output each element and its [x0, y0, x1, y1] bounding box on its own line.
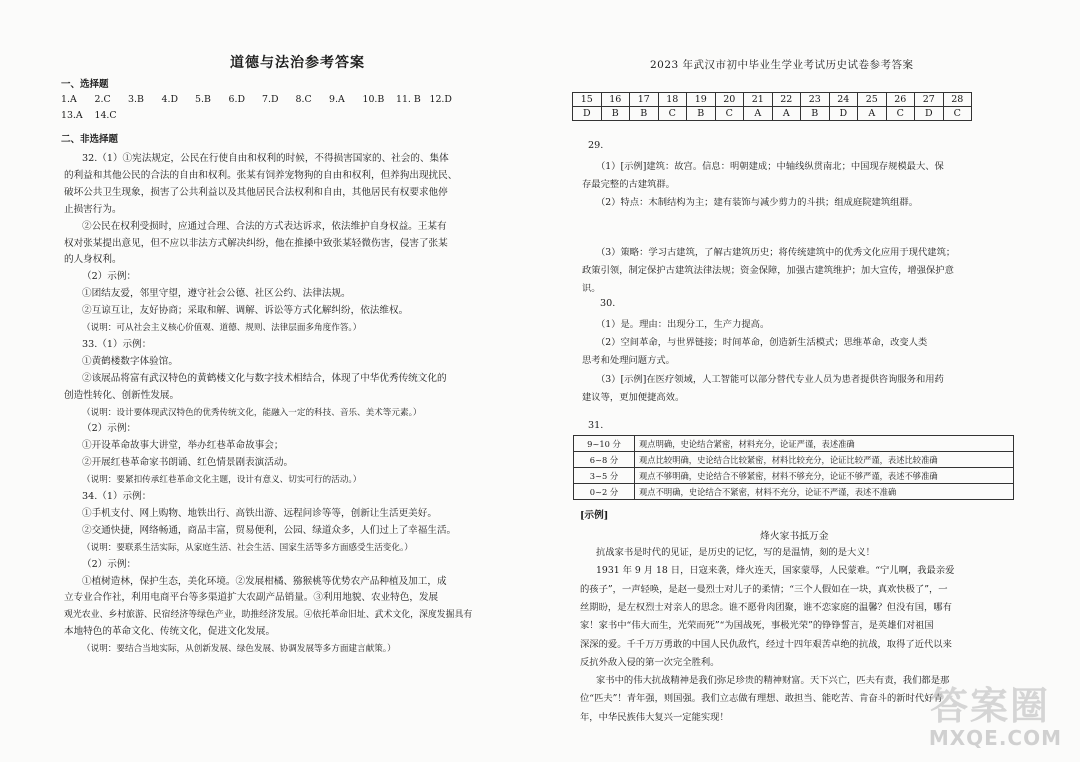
left-answer-line: （2）示例： [82, 271, 137, 283]
choice-answer: 14.C [94, 110, 117, 121]
q30-line: （2）空间革命，与世界链接；时间革命，创造新生活模式；思维革命，改变人类 [596, 337, 928, 348]
grid-answer: B [801, 107, 830, 121]
grid-question-number: 16 [601, 93, 630, 107]
rubric-row [574, 452, 1014, 468]
rubric-criteria: 观点不明确，史论结合不紧密，材料不充分，论证不严谨，表述不准确 [635, 484, 1014, 500]
choice-answer: 4.D [161, 94, 178, 105]
essay-line: 丝期盼，是左权烈士对亲人的思念。谁不愿骨肉团聚，谁不恋家庭的温馨？但没有国，哪有 [580, 601, 952, 613]
choice-answer: 1.A [61, 94, 77, 105]
q30-line: （3）[示例]在医疗领域，人工智能可以部分替代专业人员为患者提供咨询服务和用药 [596, 374, 944, 385]
left-answer-line: （说明：要结合当地实际，从创新发展、绿色发展、协调发展等多方面建言献策。） [82, 644, 396, 655]
right-page-title: 2023 年武汉市初中毕业生学业考试历史试卷参考答案 [650, 59, 914, 71]
left-answer-line: 33.（1）示例： [82, 338, 152, 350]
watermark [870, 682, 1080, 762]
choice-answer: 7.D [262, 94, 279, 105]
left-answer-line: ②交通快捷，网络畅通，商品丰富，贸易便利，公园、绿道众多，人们过上了幸福生活。 [82, 524, 457, 536]
left-answer-line: （说明：可从社会主义核心价值观、道德、规则、法律层面多角度作答。） [82, 323, 362, 333]
essay-line: 位“匹夫”！青年强，则国强。我们立志做有理想、敢担当、能吃苦、肯奋斗的新时代好青 [580, 693, 943, 705]
watermark-url: MXQE.COM [928, 726, 1062, 750]
q30-line: （1）是。理由：出现分工，生产力提高。 [596, 319, 770, 330]
essay-line: 1931 年 9 月 18 日，日寇来袭，烽火连天，国家蒙辱，人民蒙难。“宁儿啊，我最亲爱 [596, 565, 955, 577]
grid-answer: A [858, 107, 887, 121]
example-label: [示例] [580, 510, 609, 521]
grid-question-number: 20 [715, 93, 744, 107]
grid-answer: A [772, 107, 801, 121]
grid-answer: B [687, 107, 716, 121]
choice-answer-grid [572, 92, 972, 121]
grid-question-number: 15 [573, 93, 602, 107]
section-choice-heading: 一、选择题 [61, 79, 109, 90]
choice-answer: 12.D [429, 94, 452, 105]
q30-number: 30. [600, 298, 616, 309]
grid-question-number: 22 [772, 93, 801, 107]
left-answer-line: 的人身权利。 [64, 254, 122, 266]
q29-line: （2）特点：木制结构为主；建有装饰与减少剪力的斗拱；组成庭院建筑组群。 [596, 197, 919, 208]
rubric-criteria: 观点不够明确，史论结合不够紧密，材料不够充分，论证不够严谨，表述不够准确 [635, 468, 1014, 484]
choice-answer: 3.B [128, 94, 144, 105]
essay-line: 家！家书中“伟大而生，光荣而死”“为国战死，事极光荣”的铮铮誓言，是英雄们对祖国 [580, 620, 934, 632]
left-answer-line: ①开设革命故事大讲堂，举办红巷革命故事会； [82, 440, 284, 452]
left-answer-line: ①黄鹤楼数字体验馆。 [82, 355, 178, 367]
essay-line: 的孩子”，一声轻唤，是赵一曼烈士对儿子的柔情；“三个人假如在一块，真欢快极了”，一 [580, 583, 948, 595]
left-answer-line: 34.（1）示例： [82, 491, 152, 502]
essay-line: 深深的爱。千千万万勇敢的中国人民仇敌忾，经过十四年艰苦卓绝的抗战，取得了近代以来 [580, 638, 952, 650]
left-answer-line: ①植树造林，保护生态，美化环境。②发展柑橘、猕猴桃等优势农产品种植及加工，成 [82, 575, 447, 587]
left-answer-line: 破坏公共卫生现象，损害了公共利益以及其他居民合法权利和自由，其他居民有权要求他停 [64, 186, 448, 198]
grid-answer: D [915, 107, 944, 121]
rubric-score: 9~10 分 [574, 436, 635, 452]
q30-line: 建议等，更加便捷高效。 [582, 392, 685, 403]
section-nonchoice-heading: 二、非选择题 [61, 134, 119, 145]
choice-answers-row-2 [61, 110, 128, 121]
left-answer-line: 权对张某提出意见，但不应以非法方式解决纠纷，他在推搡中致张某轻微伤害，侵害了张某 [64, 237, 448, 249]
grid-answer: A [744, 107, 773, 121]
grid-question-number: 27 [915, 93, 944, 107]
left-answer-line: （2）示例： [82, 423, 137, 435]
q31-number: 31. [588, 420, 604, 431]
left-answer-line: ②互谅互让，友好协商；采取和解、调解、诉讼等方式化解纠纷，依法维权。 [82, 305, 409, 317]
q29-line: （1）[示例]建筑：故宫。信息：明朝建成；中轴线纵贯南北；中国现存规模最大、保 [596, 161, 944, 172]
left-answer-line: 本地特色的革命文化、传统文化，促进文化发展。 [64, 626, 276, 638]
watermark-logo-text: 答案圈 [929, 684, 1050, 728]
left-answer-line: ②开展红巷革命家书朗诵、红色情景剧表演活动。 [82, 457, 294, 469]
q29-line: （3）策略：学习古建筑，了解古建筑历史；将传统建筑中的优秀文化应用于现代建筑； [596, 247, 956, 258]
q30-line: 思考和处理问题方式。 [582, 355, 675, 366]
grid-answer: C [658, 107, 687, 121]
q29-line: 政策引领，制定保护古建筑法律法规；资金保障，加强古建筑维护；加大宣传，增强保护意 [582, 265, 954, 276]
q29-line: 识。 [582, 283, 601, 294]
left-answer-line: （说明：要联系生活实际，从家庭生活、社会生活、国家生活等多方面感受生活变化。） [82, 542, 413, 553]
choice-answer: 13.A [61, 110, 83, 121]
rubric-row [574, 436, 1014, 452]
grid-answer: C [715, 107, 744, 121]
grid-question-number: 28 [943, 93, 972, 107]
choice-answer: 5.B [195, 94, 211, 105]
rubric-score: 0~2 分 [574, 484, 635, 500]
left-answer-line: ①手机支付、网上购物、地铁出行、高铁出游、远程问诊等等，创新让生活更美好。 [82, 507, 437, 519]
left-page-title: 道德与法治参考答案 [230, 55, 365, 71]
rubric-criteria: 观点比较明确，史论结合比较紧密，材料比较充分，论证比较严谨，表述比较准确 [635, 452, 1014, 468]
left-answer-line: （2）示例： [82, 558, 137, 570]
essay-line: 家书中的伟大抗战精神是我们弥足珍贵的精神财富。天下兴亡，匹夫有责，我们都是那 [596, 675, 950, 687]
choice-answers-row-1 [61, 94, 463, 105]
grid-question-number: 18 [658, 93, 687, 107]
rubric-score: 6~8 分 [574, 452, 635, 468]
choice-answer: 10.B [362, 94, 385, 105]
left-answer-line: ②该展品将富有武汉特色的黄鹤楼文化与数字技术相结合，体现了中华优秀传统文化的 [82, 372, 447, 384]
grid-answer: D [573, 107, 602, 121]
grid-question-number: 23 [801, 93, 830, 107]
grid-answer: B [601, 107, 630, 121]
left-answer-line: 创造性转化、创新性发展。 [64, 389, 180, 401]
choice-answer: 8.C [295, 94, 312, 105]
choice-answer: 6.D [228, 94, 245, 105]
grid-answer: C [943, 107, 972, 121]
grid-question-number: 17 [630, 93, 659, 107]
essay-line: 年，中华民族伟大复兴一定能实现！ [580, 711, 729, 723]
left-answer-line: ②公民在权利受损时，应通过合理、合法的方式表达诉求，依法维护自身权益。王某有 [82, 220, 447, 232]
scoring-rubric-table [573, 435, 1014, 500]
left-answer-line: （说明：要紧扣传承红巷革命文化主题，设计有意义、切实可行的活动。） [82, 475, 362, 486]
grid-answer: B [630, 107, 659, 121]
grid-question-number: 21 [744, 93, 773, 107]
grid-answer: C [886, 107, 915, 121]
q29-number: 29. [588, 140, 604, 151]
left-answer-line: 观光农业、乡村旅游、民宿经济等绿色产业，助推经济发展。④依托革命旧址、武术文化，深度发掘具有 [64, 610, 473, 621]
grid-answer: D [829, 107, 858, 121]
choice-answer: 9.A [329, 94, 345, 105]
rubric-row [574, 484, 1014, 500]
grid-question-number: 25 [858, 93, 887, 107]
grid-question-number: 26 [886, 93, 915, 107]
left-answer-line: 的利益和其他公民的合法的自由和权利。张某有饲养宠物狗的自由和权利，但养狗出现扰民、 [64, 169, 458, 181]
essay-line: 抗战家书是时代的见证，是历史的记忆，写的是温情，刻的是大义！ [596, 547, 875, 558]
left-answer-line: 32.（1）①宪法规定，公民在行使自由和权利的时候，不得损害国家的、社会的、集体 [82, 153, 449, 164]
essay-line: 反抗外敌入侵的第一次完全胜利。 [580, 656, 720, 668]
rubric-row [574, 468, 1014, 484]
left-answer-line: 止损害行为。 [64, 203, 122, 215]
grid-question-number: 24 [829, 93, 858, 107]
q29-line: 存最完整的古建筑群。 [582, 179, 675, 190]
choice-answer: 11. B [396, 94, 421, 105]
essay-title: 烽火家书抵万金 [760, 531, 829, 542]
choice-answer: 2.C [94, 94, 111, 105]
grid-question-number: 19 [687, 93, 716, 107]
rubric-criteria: 观点明确，史论结合紧密，材料充分，论证严谨，表述准确 [635, 436, 1014, 452]
left-answer-line: ①团结友爱，邻里守望，遵守社会公德、社区公约、法律法规。 [82, 288, 351, 300]
rubric-score: 3~5 分 [574, 468, 635, 484]
left-answer-line: 立专业合作社，利用电商平台等多渠道扩大农副产品销量。③利用地貌、农业特色，发展 [64, 592, 439, 604]
left-answer-line: （说明：设计要体现武汉特色的优秀传统文化，能融入一定的科技、音乐、美术等元素。） [82, 407, 422, 418]
